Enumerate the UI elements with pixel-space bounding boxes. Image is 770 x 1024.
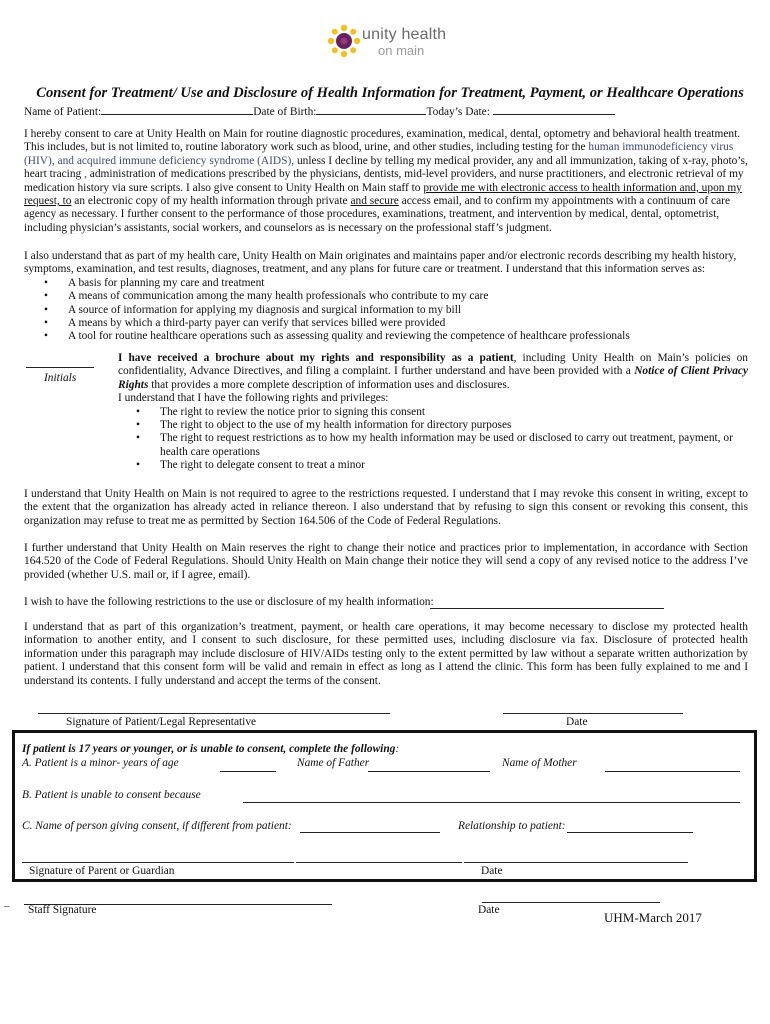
list-item: • The right to request restrictions as to how my health information may be used or disclosed to carry out treatment, payment, or health care operations xyxy=(160,432,748,459)
notice-changes-paragraph: I further understand that Unity Health on Main reserves the right to change their notice and practices prior to implementation, in accordance with Section 164.520 of the Code of Federal Regulations. Should Unity Health on Main change their notice they will send a copy of any revised notice to the address I’ve provided (whether U.S. mail or, if I agree, email). xyxy=(24,542,748,581)
sunflower-logo-icon xyxy=(328,24,360,58)
guardian-signature-label: Signature of Parent or Guardian xyxy=(29,865,175,877)
disclosure-paragraph: I understand that as part of this organization’s treatment, payment, or health care operations, it may become necessary to disclose my protected health information to another entity, and I consent to such disclosure, for these permitted uses, including disclosure via fax. Disclosure of protected health information under this paragraph may include disclosure of HIV/AIDs testing only to the extent permitted by law without a separate written authorization by patient. I understand that this consent form will be valid and remain in effect as long as I attend the clinic. This form has been fully explained to me and I understand its contents. I fully understand and accept the terms of the consent. xyxy=(24,621,748,687)
staff-date-input[interactable] xyxy=(482,902,660,903)
logo-text-unity-health: unity health xyxy=(362,26,447,43)
unable-to-consent-label: B. Patient is unable to consent because xyxy=(22,789,201,801)
patient-date-label: Date xyxy=(566,716,588,728)
form-version-id: UHM-March 2017 xyxy=(604,910,702,925)
relationship-label: Relationship to patient: xyxy=(458,820,566,832)
date-of-birth-label: Date of Birth: xyxy=(253,106,317,118)
name-of-mother-input[interactable] xyxy=(605,771,740,772)
date-of-birth-input[interactable] xyxy=(316,103,426,115)
staff-signature-label: Staff Signature xyxy=(28,904,97,916)
list-item: • The right to review the notice prior to signing this consent xyxy=(160,406,748,419)
patient-age-input[interactable] xyxy=(220,771,276,772)
records-uses-list xyxy=(24,277,748,344)
guardian-signature-input[interactable] xyxy=(22,862,294,863)
document-title: Consent for Treatment/ Use and Disclosure of Health Information for Treatment, Payment, or Healthcare Operations xyxy=(36,85,744,101)
name-of-patient-label: Name of Patient: xyxy=(24,106,102,118)
list-item: • The right to delegate consent to treat a minor xyxy=(160,459,748,472)
staff-date-label: Date xyxy=(478,904,500,916)
restrictions-input[interactable] xyxy=(430,608,664,609)
todays-date-input[interactable] xyxy=(493,103,615,115)
patient-signature-label: Signature of Patient/Legal Representative xyxy=(66,716,257,728)
unity-health-logo xyxy=(328,24,448,64)
records-paragraph-text: I also understand that as part of my health care, Unity Health on Main originates and maintains paper and/or electronic records describing my health history, symptoms, examination, and test results, diagnoses, treatment, and any plans for future care or treatment. I understand that this information serves as: xyxy=(24,250,737,276)
rights-intro: I understand that I have the following rights and privileges: xyxy=(118,392,389,405)
guardian-date-label: Date xyxy=(481,865,503,877)
relationship-input[interactable] xyxy=(567,832,693,833)
initials-input[interactable] xyxy=(26,367,94,368)
list-item: • A tool for routine healthcare operations such as assessing quality and reviewing the competence of healthcare professionals xyxy=(68,330,748,343)
patient-rights-section xyxy=(118,352,748,473)
unable-to-consent-input[interactable] xyxy=(243,802,740,803)
logo-text-on-main: on main xyxy=(378,43,425,58)
patient-signature-input[interactable] xyxy=(38,713,390,714)
patient-minor-age-label: A. Patient is a minor- years of age xyxy=(22,757,179,769)
consent-paragraph: I hereby consent to care at Unity Health on Main for routine diagnostic procedures, examination, medical, dental, optometry and behavioral health treatment. This includes, but is not limited to, routine laboratory work such as blood, urine, and other studies, including testing for the human immunodeficiency virus (HIV), and acquired immune deficiency syndrome (AIDS), unless I decline by telling my medical provider, any and all immunization, taking of x-ray, photo’s, heart tracing , administration of medications prescribed by the physicians, dentists, mid-level providers, and nurse practitioners, and electronic retrieval of my medication history via sure scripts. I also give consent to Unity Health on Main staff to provide me with electronic access to health information and, upon my request, to an electronic copy of my health information through private and secure access email, and to confirm my appointments with a continuum of care agency as necessary. I further consent to the performance of those procedures, examinations, treatment, and intervention by medical, dental, optometrist, including physician’s assistants, social workers, and counselors as is necessary on the professional staff’s judgment. xyxy=(24,128,748,234)
list-item: • The right to object to the use of my health information for directory purposes xyxy=(160,419,748,432)
name-of-father-input[interactable] xyxy=(368,771,490,772)
list-item: • A means by which a third-party payer can verify that services billed were provided xyxy=(68,317,748,330)
patient-date-input[interactable] xyxy=(503,713,683,714)
todays-date-label: Today’s Date: xyxy=(426,106,490,118)
name-of-mother-label: Name of Mother xyxy=(502,757,577,769)
list-item: • A basis for planning my care and treatment xyxy=(68,277,748,290)
rights-list xyxy=(118,406,748,473)
rights-brochure-text: I have received a brochure about my rights and responsibility as a patient, including Unity Health on Main’s policies on confidentiality, Advance Directives, and filing a complaint. I further understand and have been provided with a Notice of Client Privacy Rights that provides a more complete description of information uses and disclosures. xyxy=(118,352,748,391)
patient-info-fields xyxy=(24,103,615,118)
person-giving-consent-input[interactable] xyxy=(300,832,440,833)
initials-label: Initials xyxy=(44,372,77,384)
revocation-paragraph: I understand that Unity Health on Main is not required to agree to the restrictions requested. I understand that I may revoke this consent in writing, except to the extent that the organization has already acted in reliance thereon. I also understand that by refusing to sign this consent or revoking this consent, this organization may refuse to treat me as permitted by Section 164.506 of the Code of Federal Regulations. xyxy=(24,488,748,527)
guardian-date-input[interactable] xyxy=(464,862,688,863)
list-item: • A source of information for applying my diagnosis and surgical information to my bill xyxy=(68,304,748,317)
restrictions-label: I wish to have the following restrictions to the use or disclosure of my health information: xyxy=(24,596,434,608)
guardian-signature-line-extension xyxy=(296,862,462,863)
name-of-patient-input[interactable] xyxy=(101,103,253,115)
name-of-father-label: Name of Father xyxy=(297,757,370,769)
margin-dash: _ xyxy=(4,896,10,908)
list-item: • A means of communication among the many health professionals who contribute to my care xyxy=(68,290,748,303)
records-paragraph xyxy=(24,250,748,344)
person-giving-consent-label: C. Name of person giving consent, if different from patient: xyxy=(22,820,292,832)
minor-box-heading: If patient is 17 years or younger, or is unable to consent, complete the following: xyxy=(22,743,400,755)
